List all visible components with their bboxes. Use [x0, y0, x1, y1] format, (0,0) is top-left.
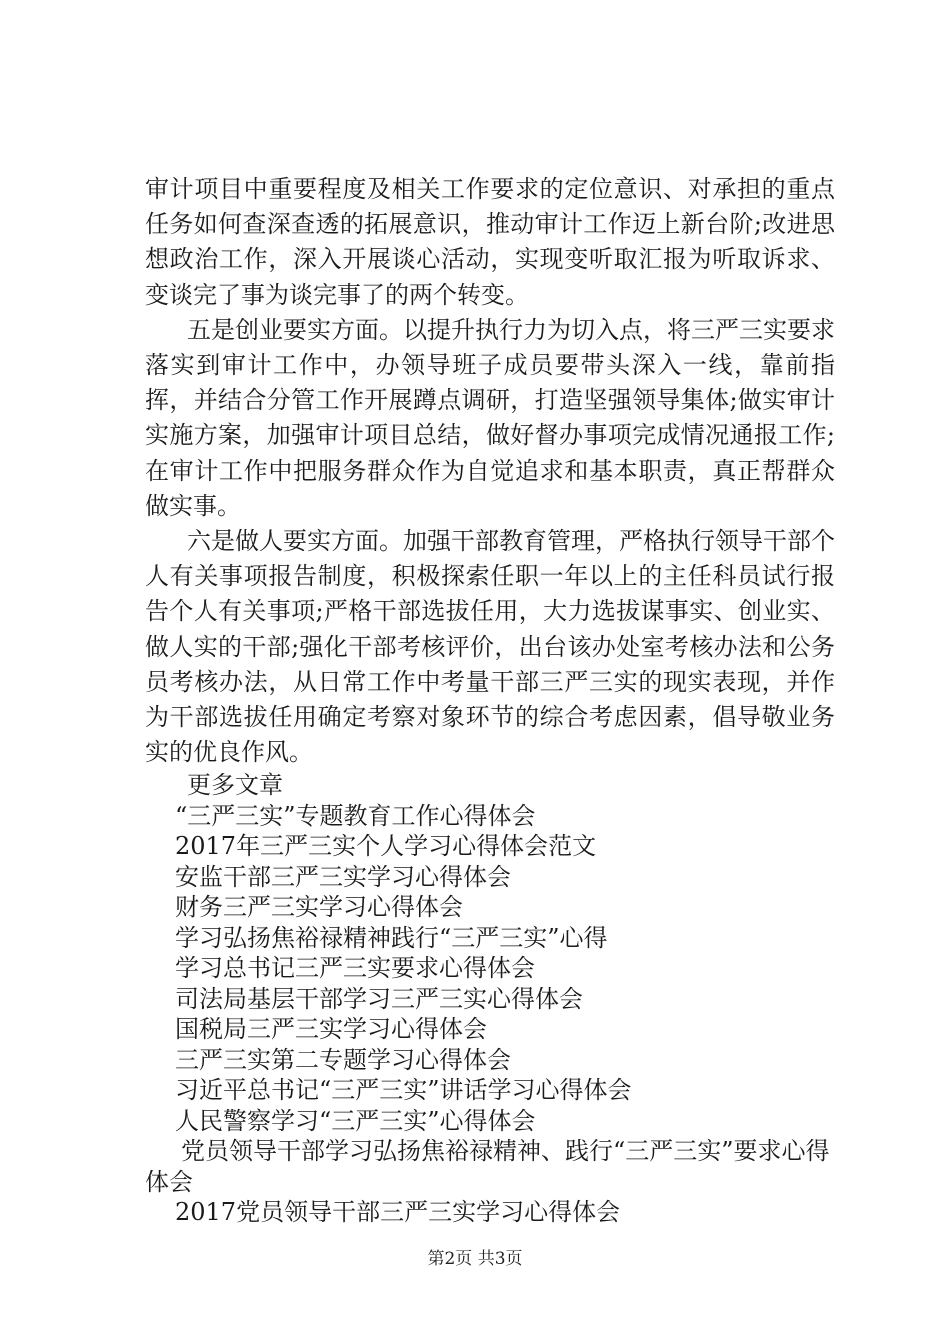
article-link[interactable]: 财务三严三实学习心得体会 [175, 893, 463, 922]
article-link[interactable]: 党员领导干部学习弘扬焦裕禄精神、践行“三严三实”要求心得体会 [145, 1137, 830, 1196]
article-link[interactable]: 2017年三严三实个人学习心得体会范文 [175, 832, 597, 861]
article-link[interactable]: 学习弘扬焦裕禄精神践行“三严三实”心得 [175, 923, 608, 952]
paragraph-five: 五是创业要实方面。以提升执行力为切入点，将三严三实要求落实到审计工作中，办领导班子成员要带头深入一线，靠前指挥，并结合分管工作开展蹲点调研，打造坚强领导集体;做实审计实施方案，加强审计项目总结，做好督办事项完成情况通报工作;在审计工作中把服务群众作为自觉追求和基本职责，真正帮群众做实事。 [145, 315, 835, 520]
paragraph-continued: 审计项目中重要程度及相关工作要求的定位意识、对承担的重点任务如何查深查透的拓展意识，推动审计工作迈上新台阶;改进思想政治工作，深入开展谈心活动，实现变听取汇报为听取诉求、变谈完了事为谈完事了的两个转变。 [145, 175, 835, 309]
page-footer: 第2页 共3页 [427, 1249, 523, 1269]
article-link[interactable]: 人民警察学习“三严三实”心得体会 [175, 1106, 536, 1135]
document-body [145, 172, 835, 1228]
more-articles-list [145, 801, 835, 1228]
paragraph-six: 六是做人要实方面。加强干部教育管理，严格执行领导干部个人有关事项报告制度，积极探索任职一年以上的主任科员试行报告个人有关事项;严格干部选拔任用，大力选拔谋事实、创业实、做人实的干部;强化干部考核评价，出台该办处室考核办法和公务员考核办法，从日常工作中考量干部三严三实的现实表现，并作为干部选拔任用确定考察对象环节的综合考虑因素，倡导敬业务实的优良作风。 [145, 527, 835, 767]
article-link[interactable]: “三严三实”专题教育工作心得体会 [175, 801, 536, 830]
article-link[interactable]: 安监干部三严三实学习心得体会 [175, 862, 511, 891]
article-link[interactable]: 国税局三严三实学习心得体会 [175, 1015, 487, 1044]
article-link[interactable]: 三严三实第二专题学习心得体会 [175, 1045, 511, 1074]
article-link[interactable]: 司法局基层干部学习三严三实心得体会 [175, 984, 583, 1013]
more-articles-heading: 更多文章 [187, 771, 283, 800]
article-link[interactable]: 学习总书记三严三实要求心得体会 [175, 954, 535, 983]
article-link[interactable]: 2017党员领导干部三严三实学习心得体会 [175, 1198, 621, 1227]
article-link[interactable]: 习近平总书记“三严三实”讲话学习心得体会 [175, 1076, 632, 1105]
